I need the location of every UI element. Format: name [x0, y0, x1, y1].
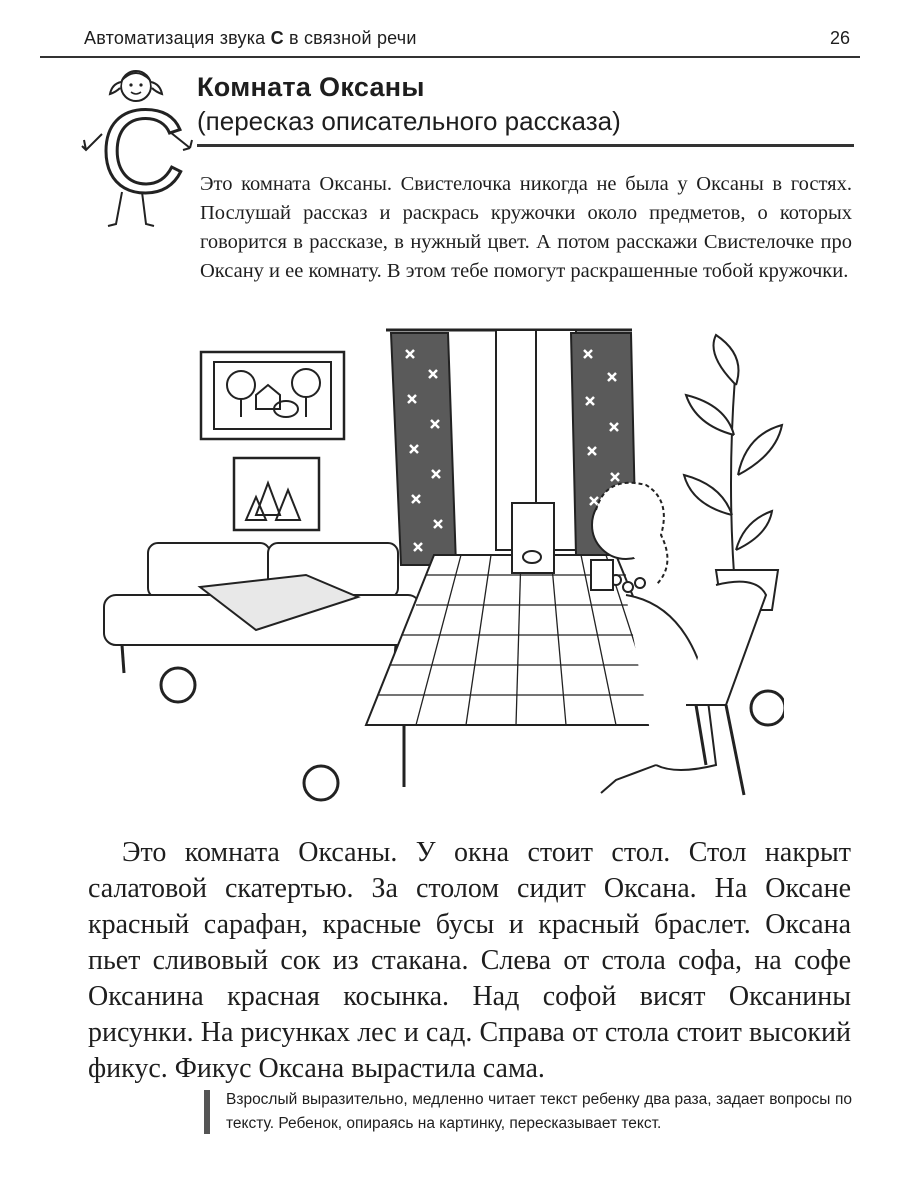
page-number: 26: [829, 28, 850, 48]
header-title-suffix: в связной речи: [289, 28, 417, 48]
juice-box-icon: [512, 503, 554, 573]
mascot-letter: С: [100, 86, 186, 218]
ficus-plant-icon: [684, 335, 782, 610]
color-circle-table[interactable]: [304, 766, 338, 800]
room-illustration: [96, 325, 784, 815]
svistelochka-mascot-icon: [80, 60, 200, 230]
title-divider: [197, 144, 854, 147]
lesson-title: Комната Оксаны: [197, 72, 425, 102]
note-marker-bar: [204, 1090, 210, 1134]
header-title-prefix: Автоматизация звука: [84, 28, 266, 48]
sofa-icon: [104, 543, 420, 673]
page-header: [40, 24, 860, 58]
color-circle-chair[interactable]: [751, 691, 784, 725]
intro-paragraph: Это комната Оксаны. Свистелочка никогда не была у Оксаны в гостях. Послушай рассказ и раскрась кружочки около предметов, о которых говорится в рассказе, в нужный цвет. А потом расскажи Свистелочке про Оксану и ее комнату. В этом тебе помогут раскрашенные тобой кружочки.: [200, 173, 852, 282]
story-paragraph: Это комната Оксаны. У окна стоит стол. Стол накрыт салатовой скатертью. За столом сидит Оксана. На Оксане красный сарафан, красные бусы и красный браслет. Оксана пьет сливовый сок из стакана. Слева от стола софа, на софе Оксанина красная косынка. Над софой висят Оксанины рисунки. На рисунках лес и сад. Справа от стола стоит высокий фикус. Фикус Оксана вырастила сама.: [88, 837, 851, 1084]
header-title: [84, 28, 417, 49]
color-circle-sofa[interactable]: [161, 668, 195, 702]
adult-instruction-note: Взрослый выразительно, медленно читает текст ребенку два раза, задает вопросы по тексту. Ребенок, опираясь на картинку, пересказывает текст.: [226, 1091, 852, 1132]
forest-picture-icon: [234, 458, 319, 530]
curtain-left-icon: [391, 333, 456, 565]
lesson-subtitle: (пересказ описательного рассказа): [197, 106, 621, 136]
header-title-sound: С: [270, 28, 284, 48]
garden-picture-icon: [201, 352, 344, 439]
table-with-checkered-cloth-icon: [366, 555, 686, 787]
